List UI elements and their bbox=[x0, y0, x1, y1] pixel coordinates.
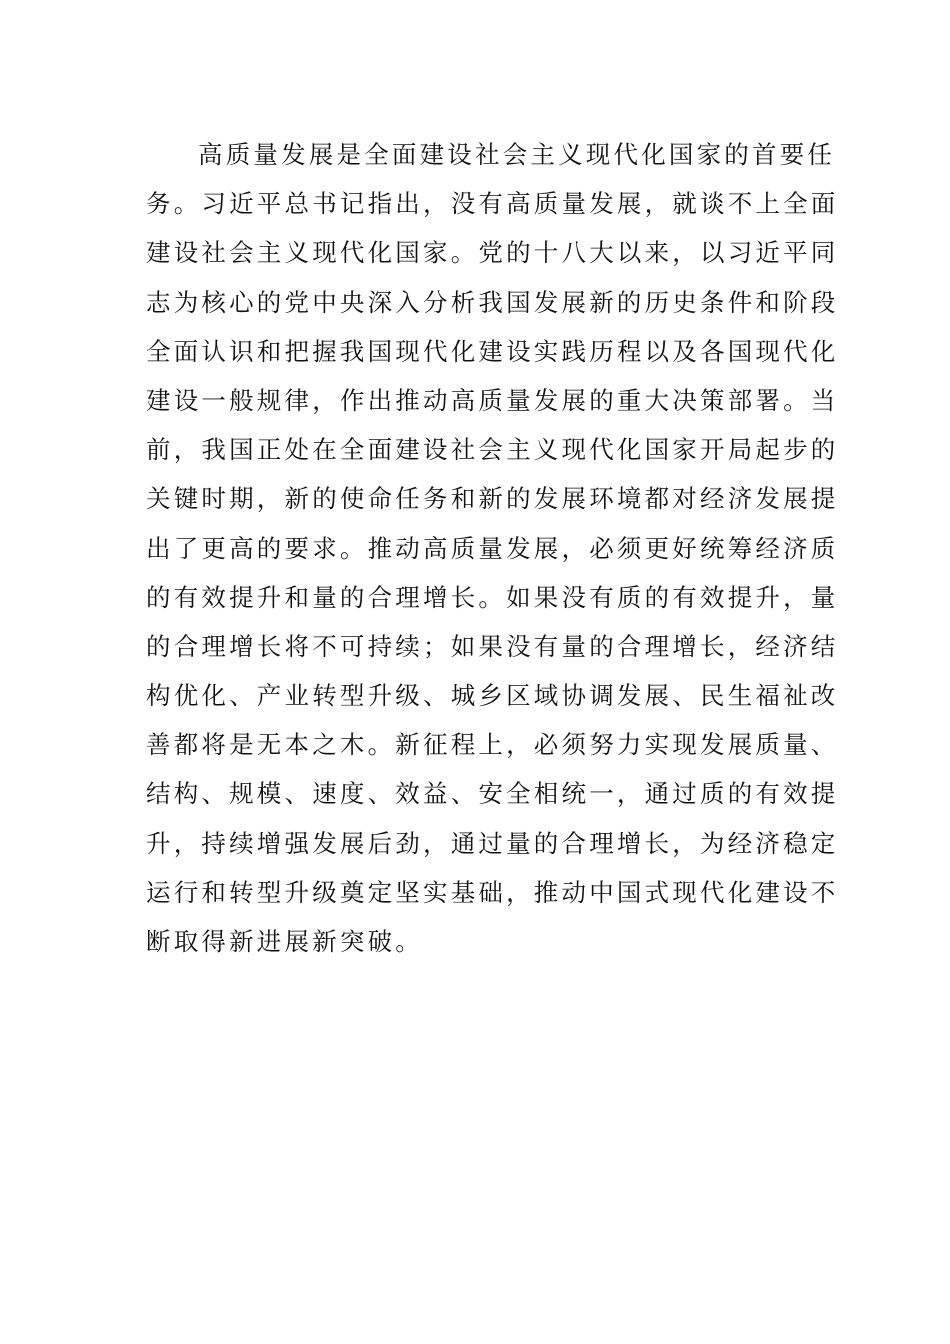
paragraph-line: 全面认识和把握我国现代化建设实践历程以及各国现代化 bbox=[146, 336, 839, 366]
paragraph-line: 建设一般规律，作出推动高质量发展的重大决策部署。当 bbox=[146, 385, 839, 415]
paragraph-line: 断取得新进展新突破。 bbox=[146, 927, 423, 956]
paragraph-line: 升，持续增强发展后劲，通过量的合理增长，为经济稳定 bbox=[146, 828, 839, 858]
paragraph-line: 建设社会主义现代化国家。党的十八大以来，以习近平同 bbox=[146, 238, 839, 268]
paragraph-line: 志为核心的党中央深入分析我国发展新的历史条件和阶段 bbox=[146, 287, 839, 317]
paragraph-line: 务。习近平总书记指出，没有高质量发展，就谈不上全面 bbox=[146, 189, 839, 219]
paragraph-line: 构优化、产业转型升级、城乡区域协调发展、民生福祉改 bbox=[146, 681, 839, 711]
paragraph-line: 的有效提升和量的合理增长。如果没有质的有效提升，量 bbox=[146, 582, 839, 612]
paragraph-line: 善都将是无本之木。新征程上，必须努力实现发展质量、 bbox=[146, 730, 839, 760]
paragraph-line: 结构、规模、速度、效益、安全相统一，通过质的有效提 bbox=[146, 779, 839, 809]
paragraph-line: 运行和转型升级奠定坚实基础，推动中国式现代化建设不 bbox=[146, 877, 839, 907]
paragraph-line: 出了更高的要求。推动高质量发展，必须更好统筹经济质 bbox=[146, 533, 839, 563]
paragraph-line: 的合理增长将不可持续；如果没有量的合理增长，经济结 bbox=[146, 631, 839, 661]
paragraph-line: 前，我国正处在全面建设社会主义现代化国家开局起步的 bbox=[146, 435, 839, 465]
body-paragraph bbox=[146, 130, 839, 966]
paragraph-line: 高质量发展是全面建设社会主义现代化国家的首要任 bbox=[198, 140, 836, 169]
paragraph-line: 关键时期，新的使命任务和新的发展环境都对经济发展提 bbox=[146, 484, 839, 514]
